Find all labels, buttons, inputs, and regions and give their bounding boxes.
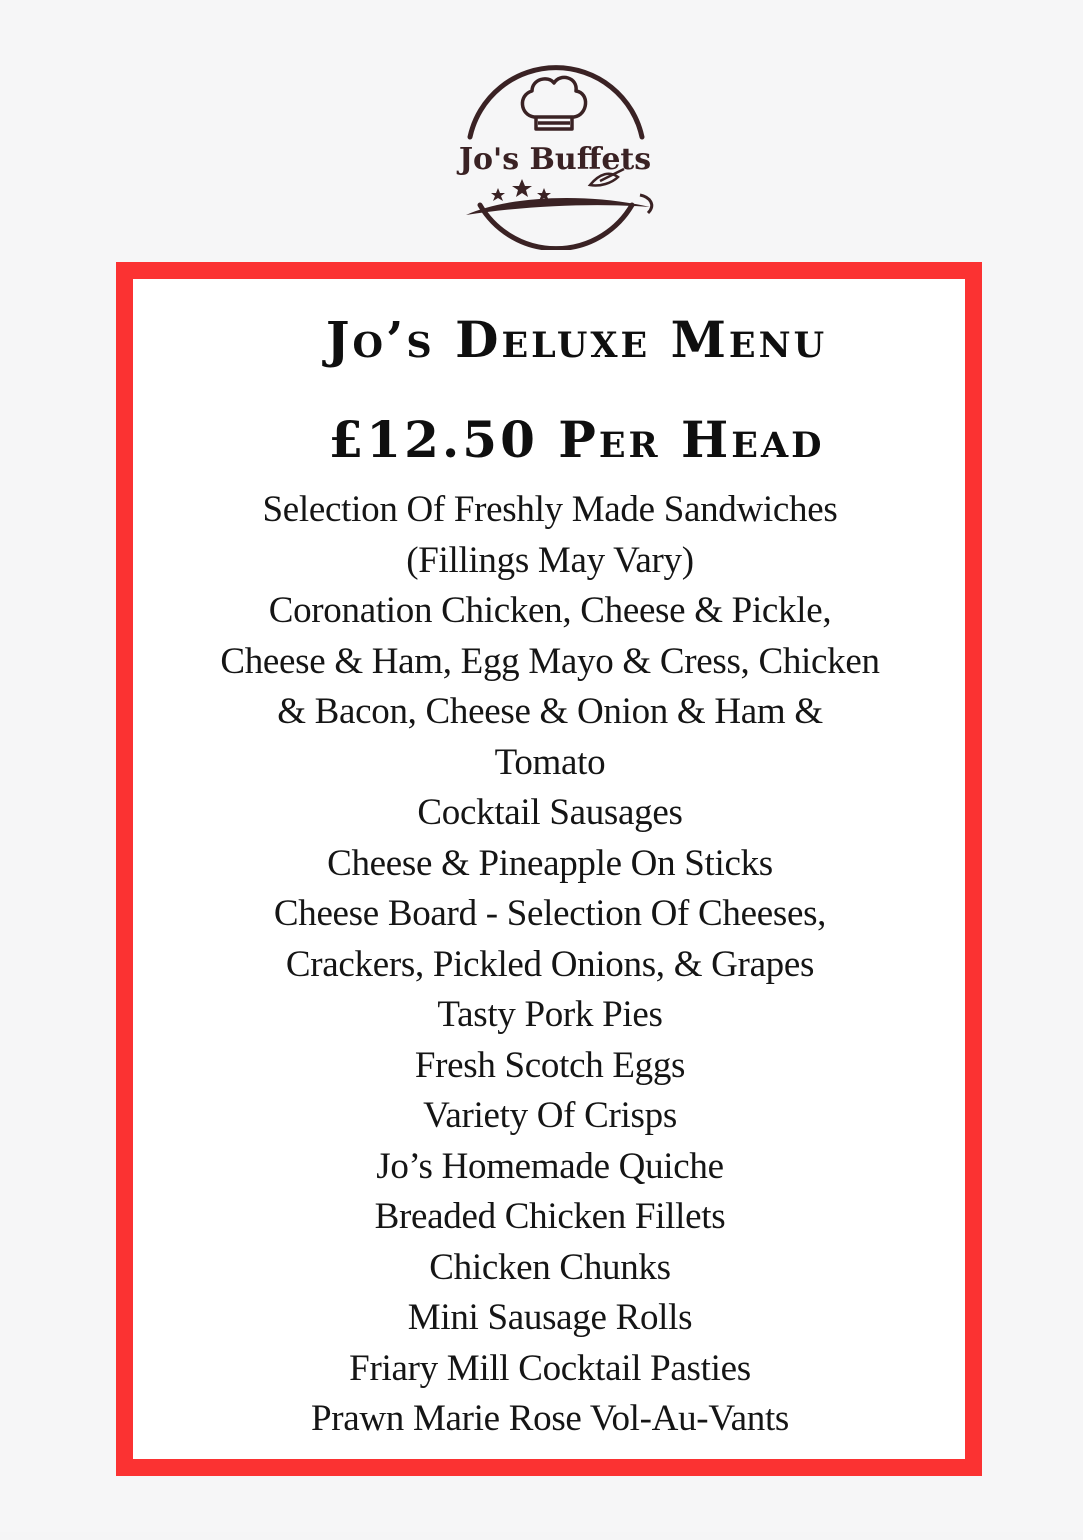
menu-item: Selection Of Freshly Made Sandwiches xyxy=(262,489,838,530)
menu-item: Mini Sausage Rolls xyxy=(407,1297,693,1338)
menu-item: Fresh Scotch Eggs xyxy=(414,1044,686,1086)
menu-title: Jo’s Deluxe Menu xyxy=(325,310,828,369)
menu-item: Tasty Pork Pies xyxy=(437,994,663,1035)
menu-item: Prawn Marie Rose Vol-Au-Vants xyxy=(310,1398,790,1439)
stars-icon xyxy=(491,179,551,201)
menu-item: Chicken Chunks xyxy=(429,1246,671,1288)
menu-item: Cheese & Pineapple On Sticks xyxy=(327,842,773,884)
logo-graphic xyxy=(450,45,660,250)
menu-items-list xyxy=(170,485,930,1445)
menu-item: Jo’s Homemade Quiche xyxy=(376,1145,724,1187)
menu-item: Tomato xyxy=(494,741,606,783)
logo-text: Jo's Buffets xyxy=(458,142,652,177)
jos-buffets-logo xyxy=(450,45,660,250)
menu-item: Breaded Chicken Fillets xyxy=(374,1196,726,1237)
menu-item: Crackers, Pickled Onions, & Grapes xyxy=(285,943,815,985)
menu-item: Cheese & Ham, Egg Mayo & Cress, Chicken xyxy=(220,640,880,682)
menu-item: (Fillings May Vary) xyxy=(406,539,694,581)
chef-hat-icon xyxy=(522,77,585,129)
menu-item: Friary Mill Cocktail Pasties xyxy=(349,1347,751,1389)
menu-item: Cocktail Sausages xyxy=(417,792,683,833)
menu-item: Coronation Chicken, Cheese & Pickle, xyxy=(268,590,832,631)
menu-price: £12.50 Per Head xyxy=(328,410,825,469)
menu-item: & Bacon, Cheese & Onion & Ham & xyxy=(277,691,823,732)
menu-item: Cheese Board - Selection Of Cheeses, xyxy=(273,893,827,934)
menu-item: Variety Of Crisps xyxy=(423,1095,677,1136)
